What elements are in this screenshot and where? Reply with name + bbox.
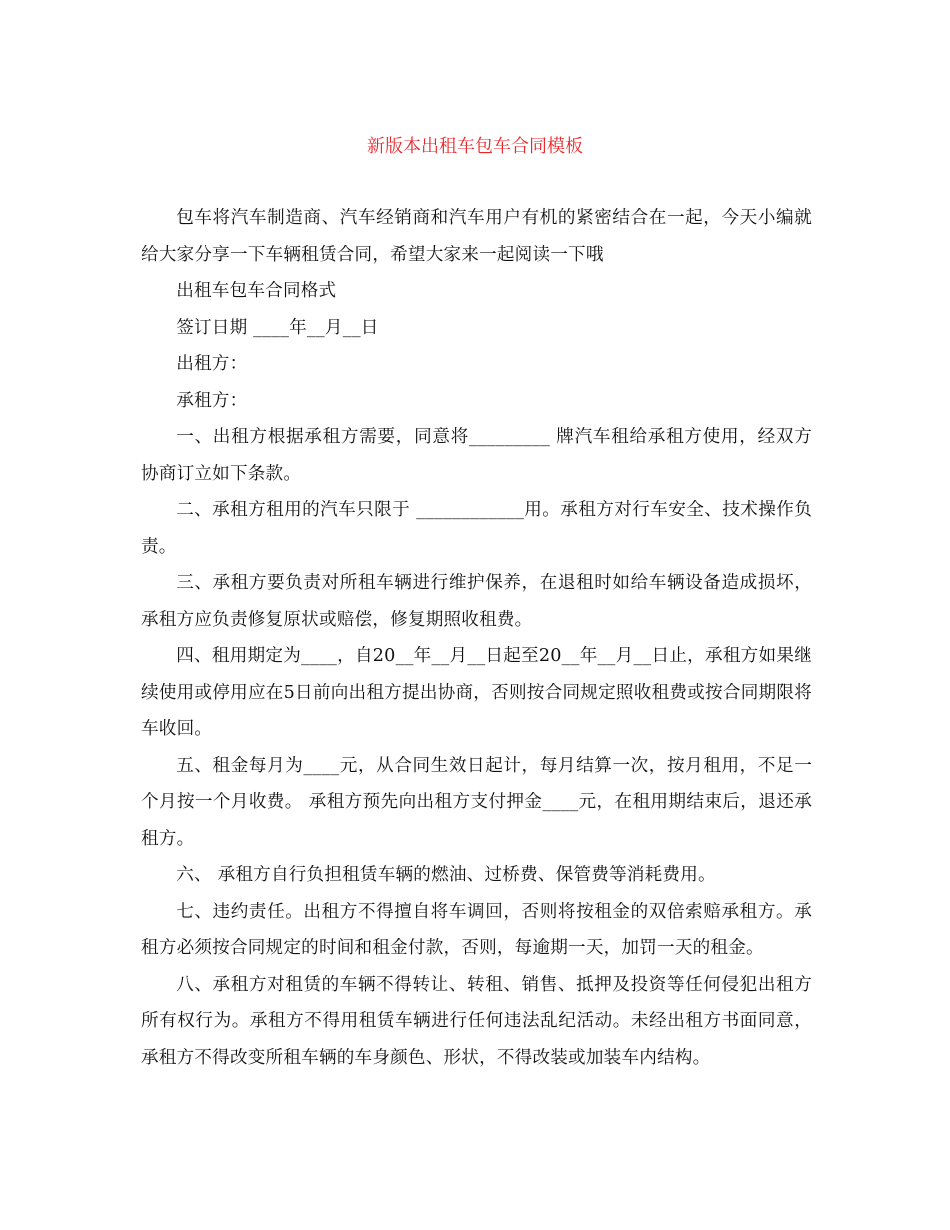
document-title: 新版本出租车包车合同模板 — [367, 136, 583, 157]
paragraph-clause-8: 八、承租方对租赁的车辆不得转让、转租、销售、抵押及投资等任何侵犯出租方所有权行为。承租方不得用租赁车辆进行任何违法乱纪活动。未经出租方书面同意，承租方不得改变所租车辆的车身颜色、形状，不得改装或加装车内结构。 — [141, 974, 812, 1068]
paragraph-clause-7: 七、违约责任。出租方不得擅自将车调回，否则将按租金的双倍索赔承租方。承租方必须按合同规定的时间和租金付款，否则，每逾期一天，加罚一天的租金。 — [141, 901, 812, 958]
paragraph-clause-1: 一、出租方根据承租方需要，同意将_________ 牌汽车租给承租方使用，经双方协商订立如下条款。 — [141, 427, 812, 484]
paragraph-lessor: 出租方： — [176, 354, 248, 374]
paragraph-intro: 包车将汽车制造商、汽车经销商和汽车用户有机的紧密结合在一起，今天小编就给大家分享一下车辆租赁合同，希望大家来一起阅读一下哦 — [141, 208, 812, 265]
paragraph-clause-5: 五、租金每月为____元，从合同生效日起计，每月结算一次，按月租用，不足一个月按一个月收费。 承租方预先向出租方支付押金____元，在租用期结束后，退还承租方。 — [141, 755, 812, 849]
document-body — [141, 200, 812, 1076]
paragraph-clause-3: 三、承租方要负责对所租车辆进行维护保养，在退租时如给车辆设备造成损坏，承租方应负责修复原状或赔偿，修复期照收租费。 — [141, 573, 812, 630]
paragraph-format-heading: 出租车包车合同格式 — [176, 281, 337, 301]
paragraph-sign-date: 签订日期 ____年__月__日 — [176, 317, 379, 338]
paragraph-clause-6: 六、 承租方自行负担租赁车辆的燃油、过桥费、保管费等消耗费用。 — [176, 865, 716, 885]
paragraph-lessee: 承租方： — [176, 390, 248, 411]
paragraph-clause-2: 二、承租方租用的汽车只限于 ____________用。承租方对行车安全、技术操作负责。 — [141, 500, 812, 557]
paragraph-clause-4: 四、租用期定为____，自20__年__月__日起至20__年__月__日止，承租方如果继续使用或停用应在5日前向出租方提出协商，否则按合同规定照收租费或按合同期限将车收回。 — [141, 646, 812, 739]
